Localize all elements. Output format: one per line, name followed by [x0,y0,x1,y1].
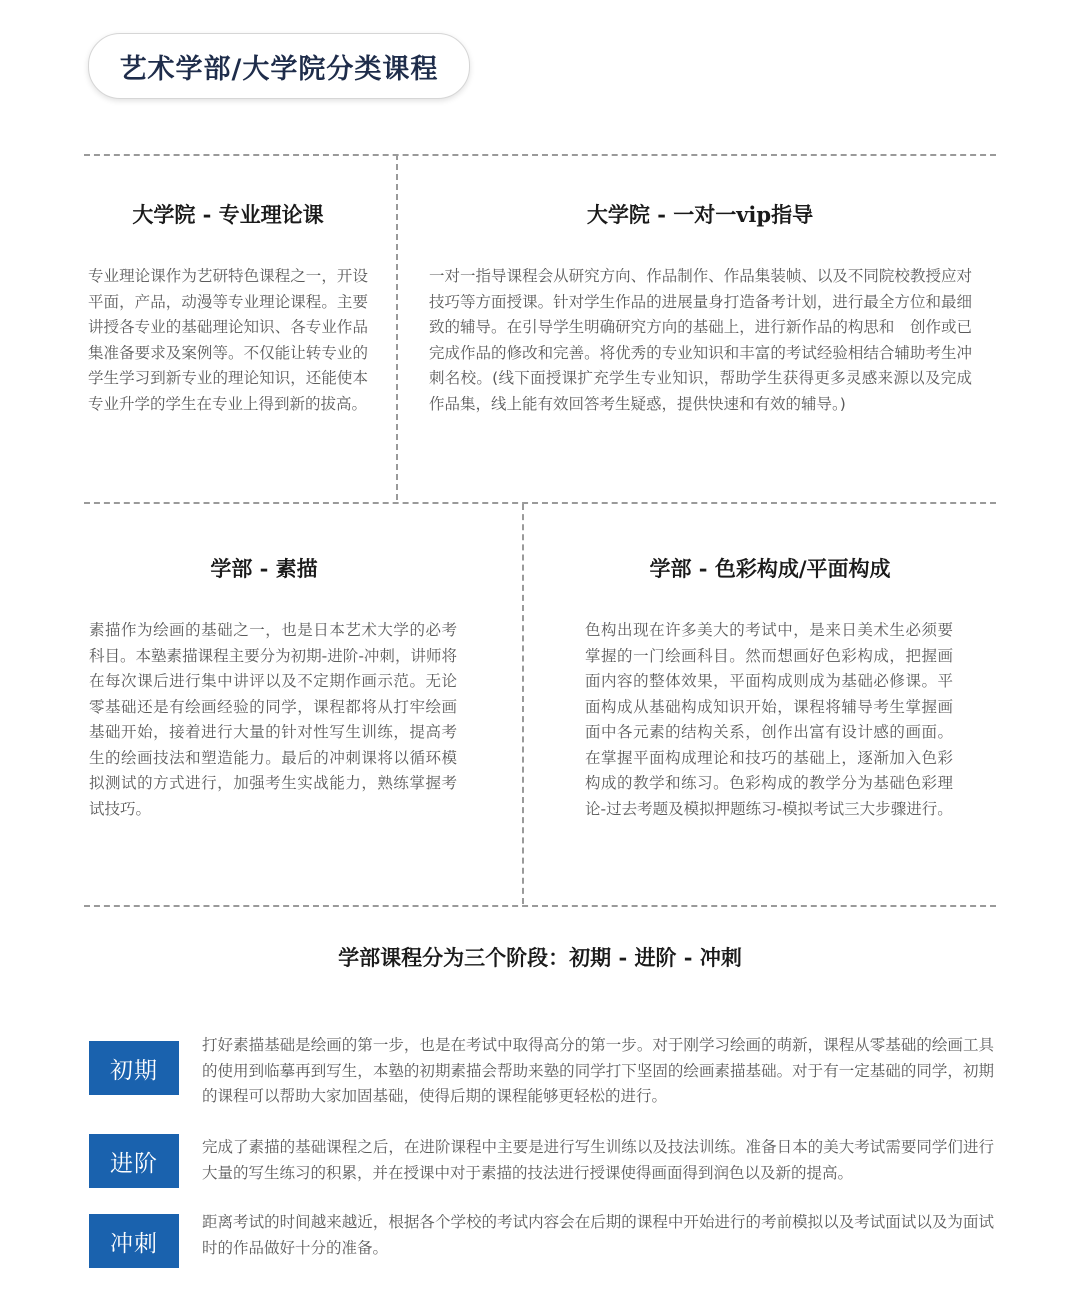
stage-text-sprint: 距离考试的时间越来越近，根据各个学校的考试内容会在后期的课程中开始进行的考前模拟以及考试面试以及为面试时的作品做好十分的准备。 [202,1213,994,1257]
divider-top [84,154,996,156]
stage-badge-initial: 初期 [89,1041,179,1095]
divider-middle [84,502,996,504]
section-body-sketch: 素描作为绘画的基础之一，也是日本艺术大学的必考科目。本塾素描课程主要分为初期-进阶-冲刺，讲师将在每次课后进行集中讲评以及不定期作画示范。无论零基础还是有绘画经验的同学，课程都将从打牢绘画基础开始，接着进行大量的针对性写生训练，提高考生的绘画技法和塑造能力。最后的冲刺课将以循环模拟测试的方式进行，加强考生实战能力，熟练掌握考试技巧。 [89,621,457,818]
divider-bottom [84,905,996,907]
divider-vertical-upper [396,154,398,500]
stage-badge-sprint: 冲刺 [89,1214,179,1268]
section-title-color: 学部 - 色彩构成/平面构成 [649,556,891,581]
section-body-grad-vip: 一对一指导课程会从研究方向、作品制作、作品集装帧、以及不同院校教授应对技巧等方面授课。针对学生作品的进展量身打造备考计划，进行最全方位和最细致的辅导。在引导学生明确研究方向的基础上，进行新作品的构思和 创作或已完成作品的修改和完善。将优秀的专业知识和丰富的考试经验相结合辅助考生冲刺名校。(线下面授课扩充学生专业知识，帮助学生获得更多灵感来源以及完成作品集，线上能有效回答考生疑惑，提供快速和有效的辅导。) [429,267,972,413]
stages-title: 学部课程分为三个阶段：初期 - 进阶 - 冲刺 [338,945,742,970]
section-title-sketch: 学部 - 素描 [210,556,318,581]
page-title: 艺术学部/大学院分类课程 [88,33,470,99]
section-body-grad-theory: 专业理论课作为艺研特色课程之一，开设平面，产品，动漫等专业理论课程。主要讲授各专业的基础理论知识、各专业作品集准备要求及案例等。不仅能让转专业的学生学习到新专业的理论知识，还能使本专业升学的学生在专业上得到新的拔高。 [88,267,368,413]
stage-text-advanced: 完成了素描的基础课程之后，在进阶课程中主要是进行写生训练以及技法训练。准备日本的美大考试需要同学们进行大量的写生练习的积累，并在授课中对于素描的技法进行授课使得画面得到润色以及新的提高。 [202,1138,994,1182]
section-body-color: 色构出现在许多美大的考试中，是来日美术生必须要掌握的一门绘画科目。然而想画好色彩构成，把握画面内容的整体效果，平面构成则成为基础必修课。平面构成从基础构成知识开始，课程将辅导考生掌握画面中各元素的结构关系，创作出富有设计感的画面。在掌握平面构成理论和技巧的基础上，逐渐加入色彩构成的教学和练习。色彩构成的教学分为基础色彩理论-过去考题及模拟押题练习-模拟考试三大步骤进行。 [585,621,953,818]
section-title-grad-vip: 大学院 - 一对一vip指导 [586,202,814,227]
divider-vertical-lower [522,504,524,904]
section-title-grad-theory: 大学院 - 专业理论课 [132,202,324,227]
stage-badge-advanced: 进阶 [89,1134,179,1188]
stage-text-initial: 打好素描基础是绘画的第一步，也是在考试中取得高分的第一步。对于刚学习绘画的萌新，课程从零基础的绘画工具的使用到临摹再到写生，本塾的初期素描会帮助来塾的同学打下坚固的绘画素描基础。对于有一定基础的同学，初期的课程可以帮助大家加固基础，使得后期的课程能够更轻松的进行。 [202,1036,994,1105]
